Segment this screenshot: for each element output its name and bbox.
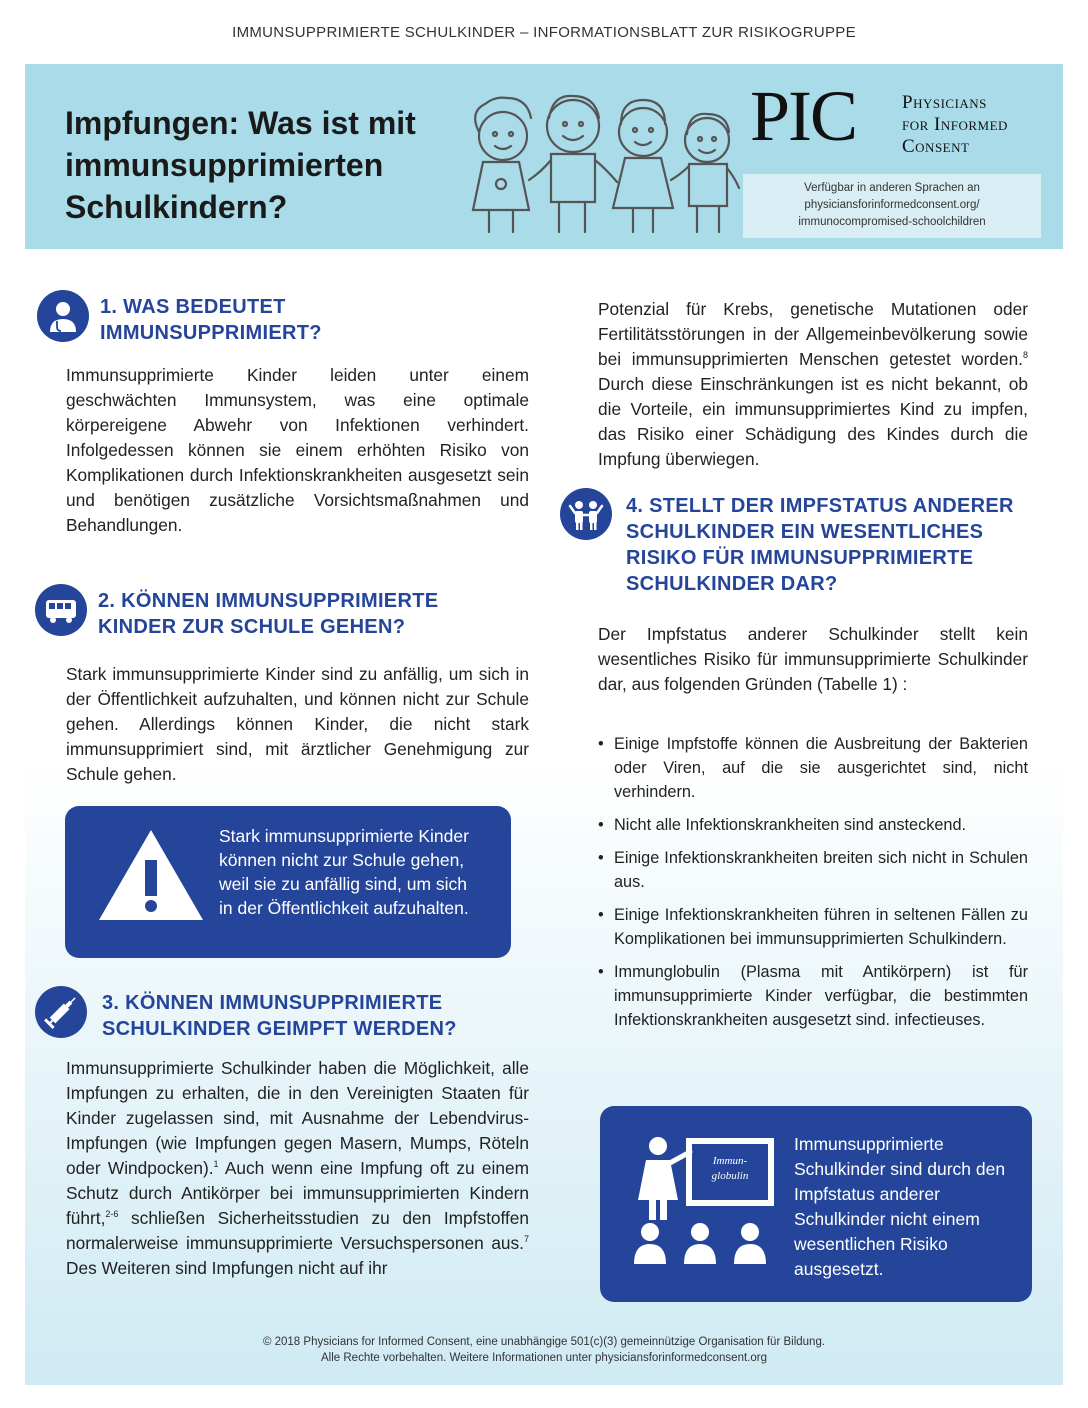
warning-callout bbox=[65, 806, 511, 958]
doctor-icon bbox=[37, 290, 89, 342]
classroom-callout bbox=[600, 1106, 1032, 1302]
children-icon bbox=[560, 488, 612, 540]
section-3-title: 3. KÖNNEN IMMUNSUPPRIMIERTE SCHULKINDER GEIMPFT WERDEN? bbox=[102, 992, 457, 1040]
reason-item: • Einige Impfstoffe können die Ausbreitung der Bakterien oder Viren, auf die sie ausgerichtet sind, nicht verhindern. bbox=[598, 732, 1028, 804]
classroom-icon bbox=[622, 1128, 782, 1278]
document-top-title: IMMUNSUPPRIMIERTE SCHULKINDER – INFORMATIONSBLATT ZUR RISIKOGRUPPE bbox=[232, 24, 856, 41]
reason-item: • Einige Infektionskrankheiten führen in seltenen Fällen zu Komplikationen bei immunsupprimierten Schulkindern. bbox=[598, 903, 1028, 951]
section-1-text: Immunsupprimierte Kinder leiden unter einem geschwächten Immunsystem, was eine optimale körpereigene Abwehr von Infektionen verhindert. Infolgedessen können sie einem erhöhten Risiko von Komplikationen durch Infektionskrankheiten ausgesetzt sein und benötigen zusätzliche Vorsichtsmaßnahmen und Behandlungen. bbox=[66, 365, 529, 535]
section-1-title: 1. WAS BEDEUTET IMMUNSUPPRIMIERT? bbox=[100, 296, 322, 344]
classroom-callout-text: Immunsupprimierte Schulkinder sind durch den Impfstatus anderer Schulkinder nicht einem wesentlichen Risiko ausgesetzt. bbox=[794, 1134, 1006, 1279]
section-3-text-continued: Potenzial für Krebs, genetische Mutationen oder Fertilitätsstörungen in der Allgemeinbevölkerung sowie bei immunsupprimierten Menschen getestet worden.$^8$ Durch diese Einschränkungen ist es nicht bekannt, ob die Vorteile, ein immunsupprimiertes Kind zu impfen, das Risiko einer Schädigung des Kindes durch die Impfung überwiegen. bbox=[598, 299, 1028, 469]
footer-line-1: © 2018 Physicians for Informed Consent, eine unabhängige 501(c)(3) gemeinnützige Organisation für Bildung. bbox=[262, 1336, 826, 1348]
logo-mark: PIC bbox=[750, 76, 857, 156]
board-text-1: Immun- bbox=[712, 1155, 748, 1167]
section-2-text: Stark immunsupprimierte Kinder sind zu anfällig, um sich in der Öffentlichkeit aufzuhalten, und können nicht zur Schule gehen. Allerdings können Kinder, die nicht stark immunsupprimiert sind, mit ärztlicher Genehmigung zur Schule gehen. bbox=[66, 664, 529, 784]
pic-logo bbox=[750, 76, 1050, 157]
warning-icon bbox=[95, 826, 207, 924]
language-availability-note: Verfügbar in anderen Sprachen an physiciansforinformedconsent.org/ immunocompromised-schoolchildren bbox=[743, 174, 1041, 238]
children-illustration bbox=[445, 84, 745, 244]
reasons-list bbox=[598, 732, 1028, 1041]
section-4-text: Der Impfstatus anderer Schulkinder stellt kein wesentliches Risiko für immunsupprimierte Schulkinder dar, aus folgenden Gründen (Tabelle 1) : bbox=[598, 624, 1028, 694]
header-banner bbox=[25, 64, 1063, 249]
reason-item: • Immunglobulin (Plasma mit Antikörpern) ist für immunsupprimierte Kinder verfügbar, die bestimmten Infektionskrankheiten ausgesetzt sind. infectieuses. bbox=[598, 960, 1028, 1032]
reason-item: • Einige Infektionskrankheiten breiten sich nicht in Schulen aus. bbox=[598, 846, 1028, 894]
reason-item: • Nicht alle Infektionskrankheiten sind ansteckend. bbox=[598, 813, 1028, 837]
section-4-title: 4. STELLT DER IMPFSTATUS ANDERER SCHULKINDER EIN WESENTLICHES RISIKO FÜR IMMUNSUPPRIMIERTE SCHULKINDER DAR? bbox=[626, 495, 1014, 595]
page-title: Impfungen: Was ist mit immunsupprimierten Schulkindern? bbox=[65, 105, 416, 225]
logo-name: Physicians for Informed Consent bbox=[902, 92, 1008, 157]
warning-callout-text: Stark immunsupprimierte Kinder können nicht zur Schule gehen, weil sie zu anfällig sind, um sich in der Öffentlichkeit aufzuhalten. bbox=[219, 826, 469, 918]
footer bbox=[0, 1334, 1088, 1366]
board-text-2: globulin bbox=[711, 1170, 749, 1182]
syringe-icon bbox=[35, 986, 87, 1038]
section-3-text: Immunsupprimierte Schulkinder haben die Möglichkeit, alle Impfungen zu erhalten, die in den Vereinigten Staaten für Kinder zugelassen sind, mit Ausnahme der Lebendvirus-Impfungen (wie Impfungen gegen Masern, Mumps, Röteln oder Windpocken).$^1$ Auch wenn eine Impfung oft zu einem Schutz durch Antikörper bei immunsupprimierten Kindern führt,$^{2-6}$ schließen Sicherheitsstudien zu den Impfstoffen normalerweise immunsupprimierte Versuchspersonen aus.$^7$ Des Weiteren sind Impfungen nicht auf ihr bbox=[66, 1058, 529, 1278]
footer-line-2: Alle Rechte vorbehalten. Weitere Informationen unter physiciansforinformedconsent.org bbox=[321, 1352, 767, 1364]
bus-icon bbox=[35, 584, 87, 636]
section-2-title: 2. KÖNNEN IMMUNSUPPRIMIERTE KINDER ZUR SCHULE GEHEN? bbox=[98, 590, 439, 638]
